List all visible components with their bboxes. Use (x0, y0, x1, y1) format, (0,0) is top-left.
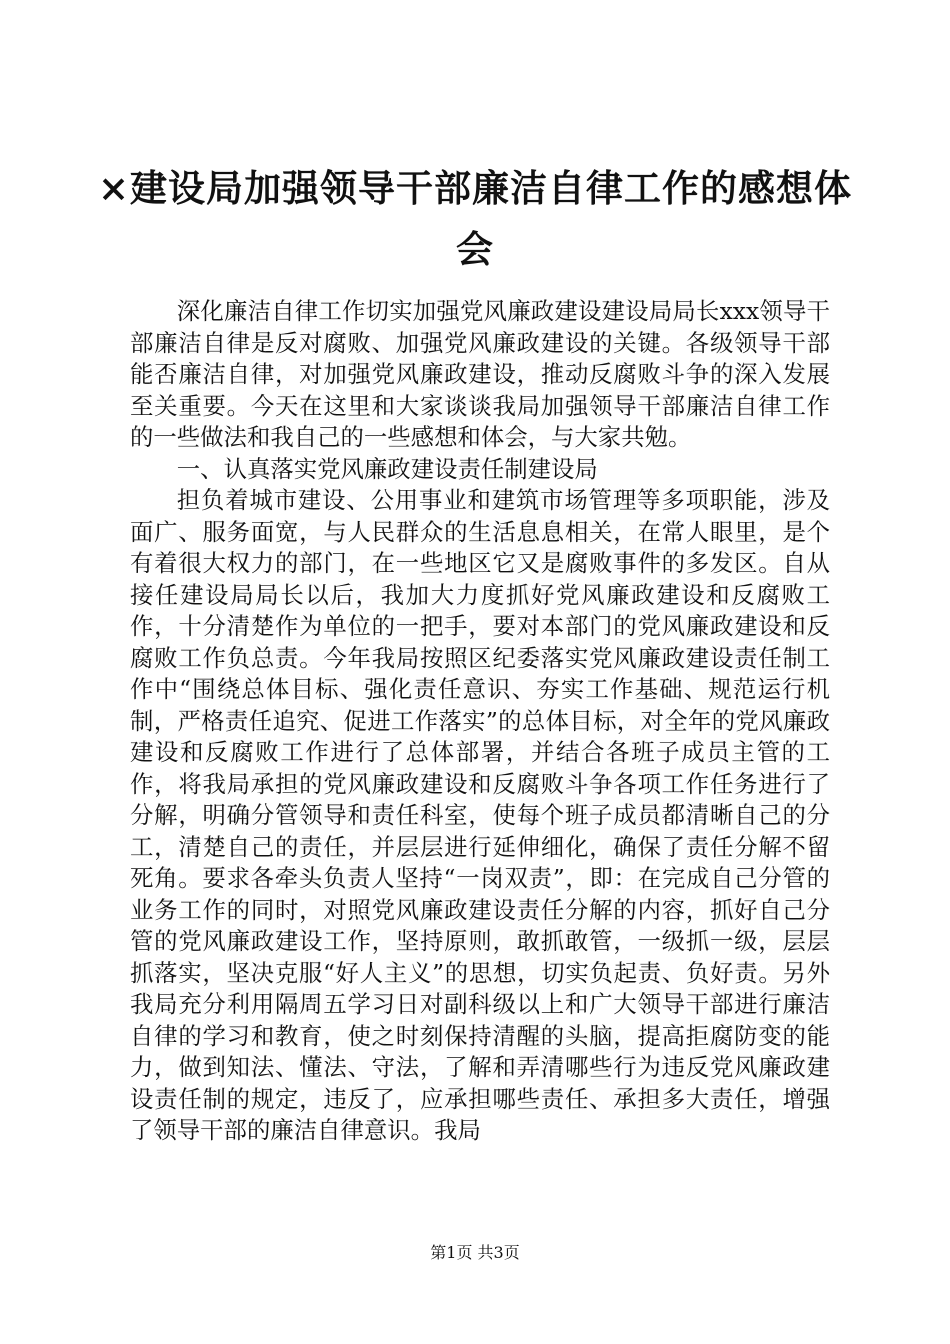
paragraph-intro: 深化廉洁自律工作切实加强党风廉政建设建设局局长xxx领导干部廉洁自律是反对腐败、加强党风廉政建设的关键。各级领导干部能否廉洁自律，对加强党风廉政建设，推动反腐败斗争的深入发展至关重要。今天在这里和大家谈谈我局加强领导干部廉洁自律工作的一些做法和我自己的一些感想和体会，与大家共勉。 (130, 297, 830, 451)
paragraph-responsibility: 担负着城市建设、公用事业和建筑市场管理等多项职能，涉及面广、服务面宽，与人民群众的生活息息相关，在常人眼里，是个有着很大权力的部门，在一些地区它又是腐败事件的多发区。自从接任建设局局长以后，我加大力度抓好党风廉政建设和反腐败工作，十分清楚作为单位的一把手，要对本部门的党风廉政建设和反腐败工作负总责。今年我局按照区纪委落实党风廉政建设责任制工作中“围绕总体目标、强化责任意识、夯实工作基础、规范运行机制，严格责任追究、促进工作落实”的总体目标，对全年的党风廉政建设和反腐败工作进行了总体部署，并结合各班子成员主管的工作，将我局承担的党风廉政建设和反腐败斗争各项工作任务进行了分解，明确分管领导和责任科室，使每个班子成员都清晰自己的分工，清楚自己的责任，并层层进行延伸细化，确保了责任分解不留死角。要求各牵头负责人坚持“一岗双责”，即：在完成自己分管的业务工作的同时，对照党风廉政建设责任分解的内容，抓好自己分管的党风廉政建设工作，坚持原则，敢抓敢管，一级抓一级，层层抓落实，坚决克服“好人主义”的思想，切实负起责、负好责。另外我局充分利用隔周五学习日对副科级以上和广大领导干部进行廉洁自律的学习和教育，使之时刻保持清醒的头脑，提高拒腐防变的能力，做到知法、懂法、守法，了解和弄清哪些行为违反党风廉政建设责任制的规定，违反了，应承担哪些责任、承担多大责任，增强了领导干部的廉洁自律意识。我局 (130, 486, 830, 1144)
document-title: ×建设局加强领导干部廉洁自律工作的感想体会 (97, 166, 852, 271)
page-number: 第1页 共3页 (430, 1243, 520, 1262)
document-body (130, 296, 830, 1147)
section-heading: 一、认真落实党风廉政建设责任制建设局 (176, 454, 598, 483)
